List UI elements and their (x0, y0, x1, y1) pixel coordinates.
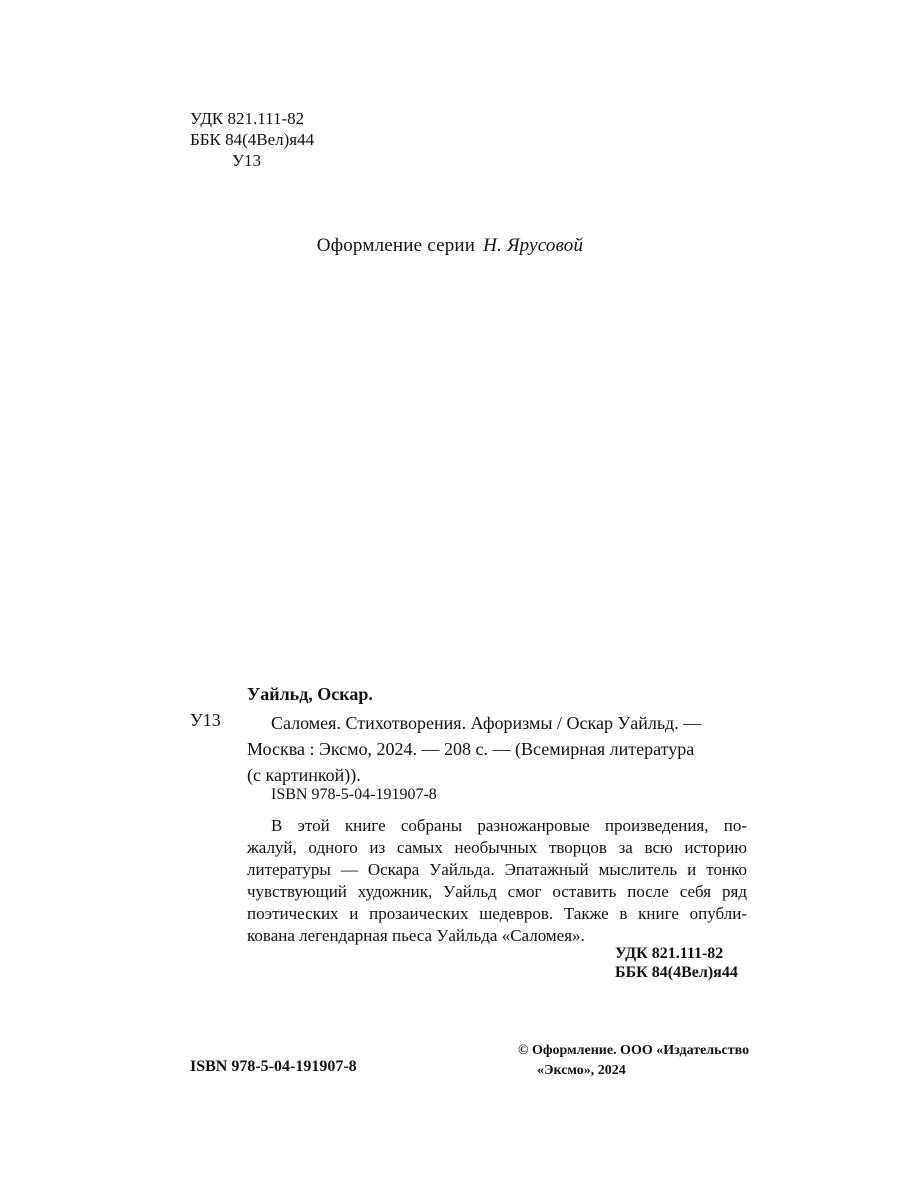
biblio-line: Саломея. Стихотворения. Афоризмы / Оскар Уайльд. — (271, 713, 702, 733)
author-heading: Уайльд, Оскар. (247, 684, 373, 704)
udk-code: УДК 821.111-82 (190, 109, 305, 128)
annotation-line: чувствующий художник, Уайльд смог оставить после себя ряд (247, 882, 747, 901)
bibliographic-description (247, 710, 747, 788)
biblio-line: Москва : Эксмо, 2024. — 208 с. — (Всемирная литература (247, 739, 695, 759)
udk-code-bold: УДК 821.111-82 (615, 945, 724, 962)
series-designer-name: Н. Ярусовой (483, 235, 584, 256)
biblio-line: (с картинкой)). (247, 765, 361, 785)
cutter-code: У13 (232, 151, 262, 170)
copyright-line: «Эксмо», 2024 (537, 1063, 626, 1078)
bbk-code: ББК 84(4Вел)я44 (190, 130, 315, 149)
series-design-credit (0, 235, 900, 257)
top-classification-codes (190, 108, 314, 171)
catalog-cutter-code: У13 (190, 710, 221, 730)
classification-codes-bold (615, 944, 738, 982)
copyright-line: © Оформление. ООО «Издательство (518, 1043, 750, 1058)
bbk-code-bold: ББК 84(4Вел)я44 (615, 964, 738, 981)
catalog-isbn: ISBN 978-5-04-191907-8 (271, 786, 437, 803)
footer-isbn: ISBN 978-5-04-191907-8 (190, 1058, 357, 1075)
book-annotation (247, 815, 747, 947)
annotation-line: жалуй, одного из самых необычных творцов за всю историю (247, 838, 747, 857)
series-design-label: Оформление серии (316, 235, 476, 256)
annotation-line: В этой книге собраны разножанровые произведения, по- (271, 816, 747, 835)
annotation-line: поэтических и прозаических шедевров. Также в книге опубли- (247, 904, 747, 923)
copyright-notice (518, 1041, 749, 1081)
annotation-line: литературы — Оскара Уайльда. Эпатажный мыслитель и тонко (247, 860, 747, 879)
annotation-line: кована легендарная пьеса Уайльда «Саломея». (247, 926, 585, 945)
